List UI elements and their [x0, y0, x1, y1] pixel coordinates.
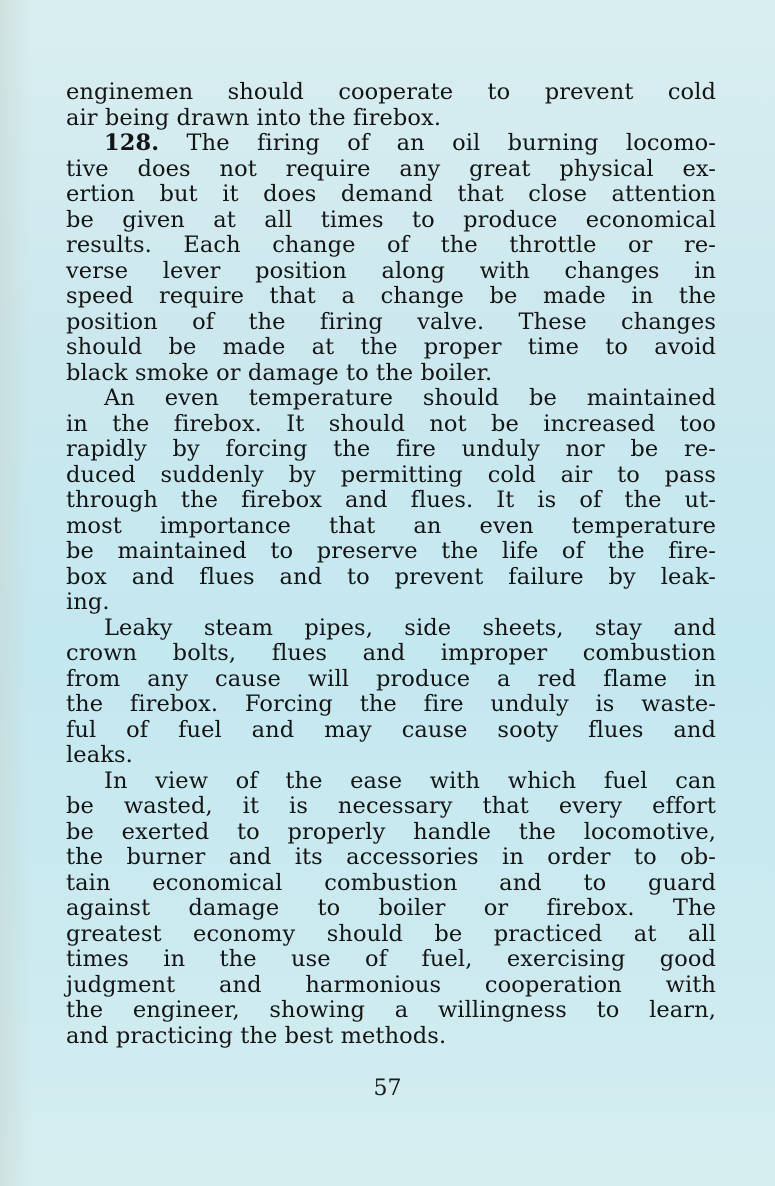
- text-line: tain economical combustion and to guard: [66, 869, 716, 896]
- text-line: in the firebox. It should not be increased too: [66, 410, 716, 437]
- text-line: An even temperature should be maintained: [104, 385, 716, 411]
- text-line: In view of the ease with which fuel can: [104, 767, 716, 794]
- text-line: greatest economy should be practiced at all: [66, 920, 716, 947]
- text-line: verse lever position along with changes in: [66, 257, 716, 284]
- text-line: 128. The firing of an oil burning locomo-: [104, 130, 716, 156]
- paragraph-number: 128.: [104, 130, 160, 156]
- text-line: the engineer, showing a willingness to learn,: [66, 997, 716, 1023]
- text-line: position of the firing valve. These changes: [66, 308, 716, 335]
- text-line: ertion but it does demand that close attention: [66, 181, 716, 207]
- body-text: [66, 80, 716, 1049]
- text-line: ful of fuel and may cause sooty flues and: [66, 716, 716, 743]
- page-number: 57: [373, 1076, 402, 1101]
- text-line: be exerted to properly handle the locomotive,: [66, 818, 716, 845]
- text-line: enginemen should cooperate to prevent cold: [66, 79, 716, 105]
- text-line: results. Each change of the throttle or re-: [66, 232, 716, 258]
- text-line: crown bolts, flues and improper combustion: [66, 640, 716, 666]
- text-line: ing.: [66, 589, 110, 615]
- text-line: be wasted, it is necessary that every effort: [66, 793, 716, 819]
- text-line: against damage to boiler or firebox. The: [66, 895, 716, 921]
- text-line: the firebox. Forcing the fire unduly is waste-: [66, 691, 716, 717]
- text-line: from any cause will produce a red flame in: [66, 665, 716, 692]
- text-line: be given at all times to produce economical: [66, 206, 716, 233]
- text-line: judgment and harmonious cooperation with: [66, 971, 716, 998]
- text-line: box and flues and to prevent failure by leak-: [66, 563, 716, 590]
- text-line: black smoke or damage to the boiler.: [66, 359, 493, 386]
- text-line: leaks.: [66, 742, 133, 768]
- text-line: speed require that a change be made in the: [66, 283, 716, 309]
- text-line: rapidly by forcing the fire unduly nor be re-: [66, 436, 716, 462]
- text-line: tive does not require any great physical ex-: [66, 155, 716, 182]
- text-line: be maintained to preserve the life of the fire-: [66, 538, 716, 564]
- text-line: through the firebox and flues. It is of the ut-: [66, 487, 716, 513]
- text-line: should be made at the proper time to avoid: [66, 334, 716, 360]
- text-line: the burner and its accessories in order to ob-: [66, 844, 716, 870]
- text-line: times in the use of fuel, exercising good: [66, 946, 716, 972]
- text-line: air being drawn into the firebox.: [66, 104, 442, 131]
- text-line: duced suddenly by permitting cold air to pass: [66, 461, 716, 488]
- text-line: most importance that an even temperature: [66, 512, 716, 539]
- text-line: and practicing the best methods.: [66, 1022, 447, 1049]
- text-line: Leaky steam pipes, side sheets, stay and: [104, 614, 716, 641]
